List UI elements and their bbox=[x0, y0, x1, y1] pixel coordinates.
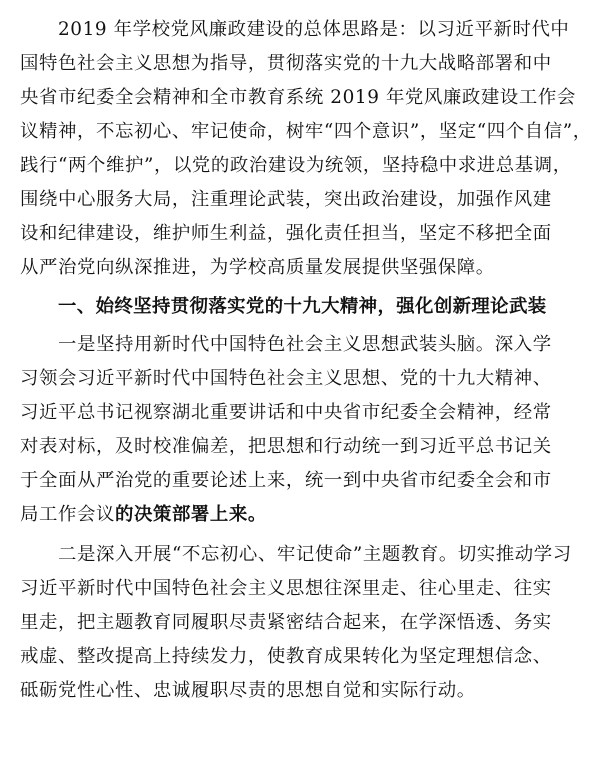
paragraph-1-line-6: 围绕中心服务大局，注重理论武装，突出政治建设，加强作风建 bbox=[20, 189, 552, 210]
paragraph-3-line-4: 戒虚、整改提高上持续发力，使教育成果转化为坚定理想信念、 bbox=[20, 646, 552, 667]
paragraph-2-line-3: 习近平总书记视察湖北重要讲话和中央省市纪委全会精神，经常 bbox=[20, 402, 552, 423]
paragraph-1-line-2: 国特色社会主义思想为指导，贯彻落实党的十九大战略部署和中 bbox=[20, 53, 552, 74]
paragraph-1-line-4: 议精神，不忘初心、牢记使命，树牢“四个意识”，坚定“四个自信”， bbox=[20, 121, 592, 142]
paragraph-3-line-3: 里走，把主题教育同履职尽责紧密结合起来，在学深悟透、务实 bbox=[20, 612, 552, 633]
paragraph-1-line-8: 从严治党向纵深推进，为学校高质量发展提供坚强保障。 bbox=[20, 257, 495, 278]
paragraph-1-line-7: 设和纪律建设，维护师生利益，强化责任担当，坚定不移把全面 bbox=[20, 223, 552, 244]
paragraph-3-line-2: 习近平新时代中国特色社会主义思想往深里走、往心里走、往实 bbox=[20, 578, 552, 599]
paragraph-3-line-1: 二是深入开展“不忘初心、牢记使命”主题教育。切实推动学习 bbox=[58, 544, 572, 565]
paragraph-2-line-2: 习领会习近平新时代中国特色社会主义思想、党的十九大精神、 bbox=[20, 368, 552, 389]
paragraph-2-line-6-bold-text: 的决策部署上来。 bbox=[114, 504, 267, 525]
paragraph-3-line-5: 砥砺党性心性、忠诚履职尽责的思想自觉和实际行动。 bbox=[20, 680, 476, 701]
paragraph-1-line-1: 2019 年学校党风廉政建设的总体思路是：以习近平新时代中 bbox=[58, 19, 570, 40]
paragraph-2-line-1: 一是坚持用新时代中国特色社会主义思想武装头脑。深入学 bbox=[58, 334, 552, 355]
paragraph-1-line-3: 央省市纪委全会精神和全市教育系统 2019 年党风廉政建设工作会 bbox=[20, 87, 576, 108]
paragraph-2-line-6-text: 局工作会议 bbox=[20, 504, 115, 525]
paragraph-2-line-5: 于全面从严治党的重要论述上来，统一到中央省市纪委全会和市 bbox=[20, 470, 552, 491]
paragraph-2-line-6 bbox=[20, 498, 267, 532]
paragraph-2-line-4: 对表对标，及时校准偏差，把思想和行动统一到习近平总书记关 bbox=[20, 436, 552, 457]
section-heading-1: 一、始终坚持贯彻落实党的十九大精神，强化创新理论武装 bbox=[58, 296, 547, 317]
paragraph-1-line-5: 践行“两个维护”，以党的政治建设为统领，坚持稳中求进总基调， bbox=[20, 155, 572, 176]
